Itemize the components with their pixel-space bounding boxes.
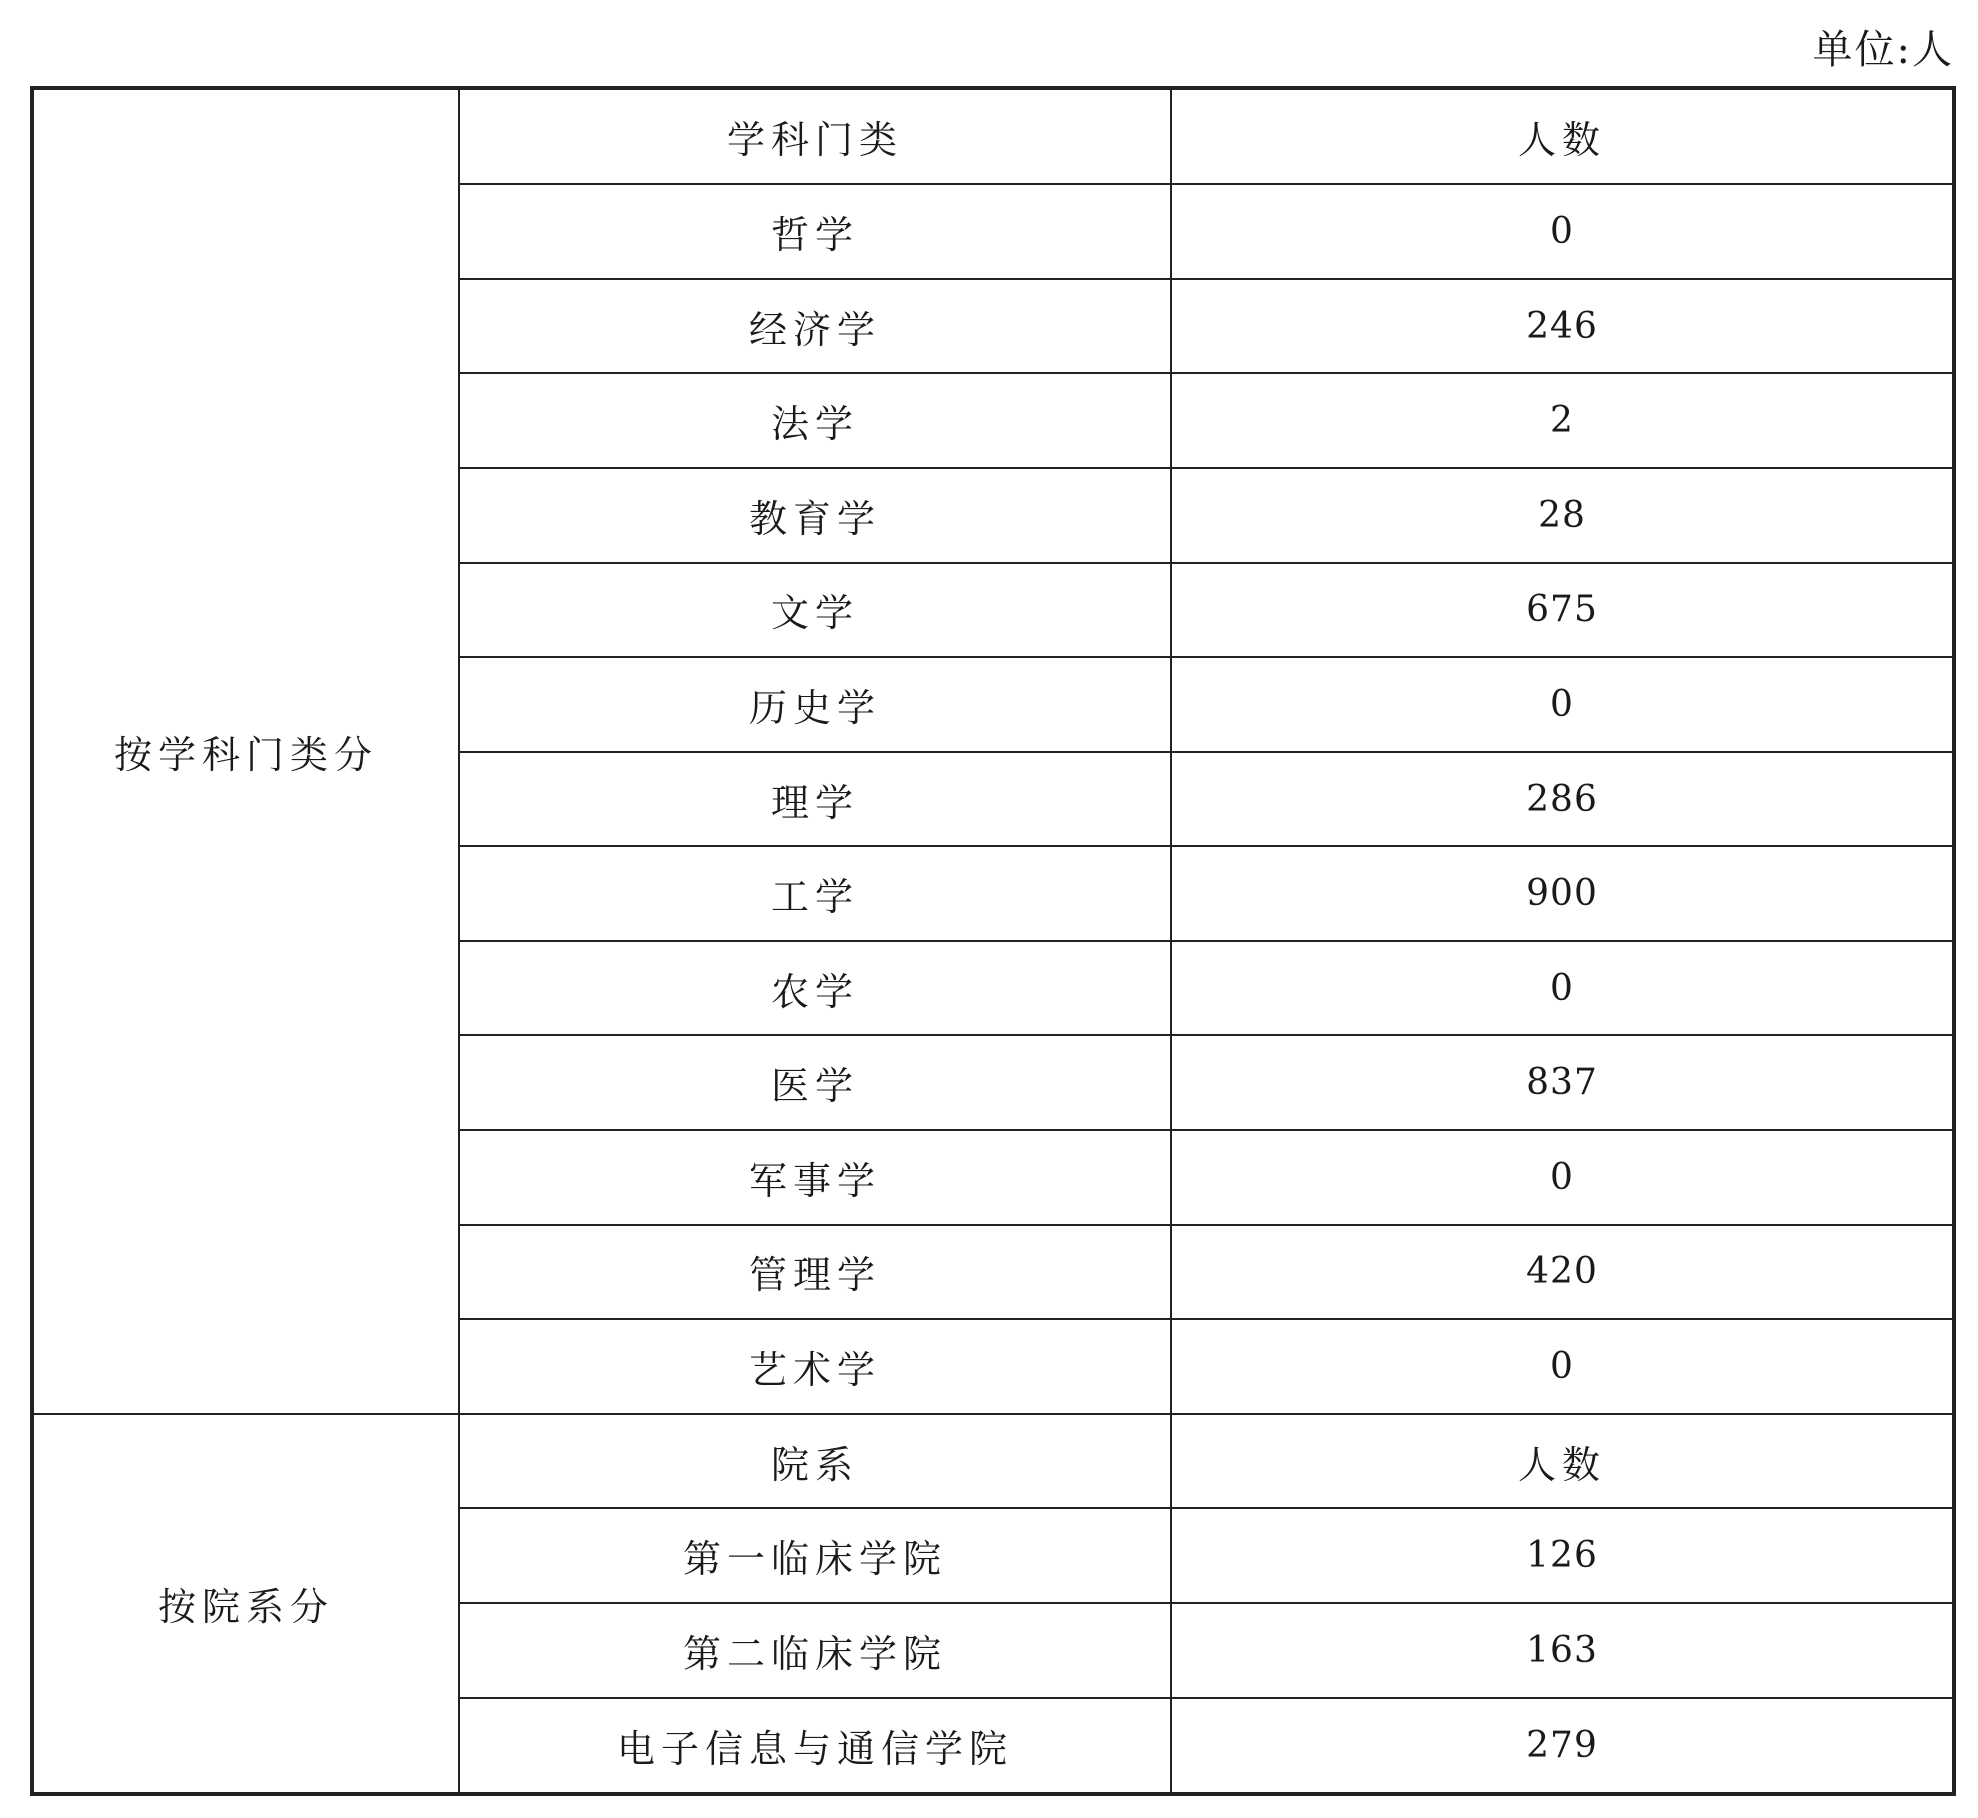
- column-header-count: 人数: [1171, 88, 1954, 184]
- count-cell: 0: [1171, 184, 1954, 279]
- category-cell: 哲学: [459, 184, 1171, 279]
- count-cell: 2: [1171, 373, 1954, 468]
- category-cell: 教育学: [459, 468, 1171, 563]
- count-cell: 246: [1171, 279, 1954, 374]
- count-cell: 0: [1171, 1130, 1954, 1225]
- count-cell: 900: [1171, 846, 1954, 941]
- count-cell: 163: [1171, 1603, 1954, 1698]
- group-label: 按院系分: [32, 1414, 459, 1794]
- count-cell: 0: [1171, 657, 1954, 752]
- count-cell: 126: [1171, 1508, 1954, 1603]
- column-header-count: 人数: [1171, 1414, 1954, 1509]
- category-cell: 第一临床学院: [459, 1508, 1171, 1603]
- section-header-row: [32, 1414, 1954, 1509]
- column-header-category: 院系: [459, 1414, 1171, 1509]
- category-cell: 医学: [459, 1035, 1171, 1130]
- category-cell: 农学: [459, 941, 1171, 1036]
- count-cell: 28: [1171, 468, 1954, 563]
- category-cell: 法学: [459, 373, 1171, 468]
- count-cell: 286: [1171, 752, 1954, 847]
- category-cell: 电子信息与通信学院: [459, 1698, 1171, 1795]
- count-cell: 420: [1171, 1225, 1954, 1320]
- statistics-table: [30, 86, 1956, 1796]
- count-cell: 279: [1171, 1698, 1954, 1795]
- section-header-row: [32, 88, 1954, 184]
- count-cell: 837: [1171, 1035, 1954, 1130]
- category-cell: 艺术学: [459, 1319, 1171, 1414]
- category-cell: 工学: [459, 846, 1171, 941]
- category-cell: 历史学: [459, 657, 1171, 752]
- category-cell: 理学: [459, 752, 1171, 847]
- group-label: 按学科门类分: [32, 88, 459, 1414]
- unit-label: 单位:人: [1812, 27, 1954, 73]
- count-cell: 675: [1171, 563, 1954, 658]
- category-cell: 军事学: [459, 1130, 1171, 1225]
- category-cell: 第二临床学院: [459, 1603, 1171, 1698]
- category-cell: 文学: [459, 563, 1171, 658]
- category-cell: 管理学: [459, 1225, 1171, 1320]
- column-header-category: 学科门类: [459, 88, 1171, 184]
- count-cell: 0: [1171, 941, 1954, 1036]
- category-cell: 经济学: [459, 279, 1171, 374]
- count-cell: 0: [1171, 1319, 1954, 1414]
